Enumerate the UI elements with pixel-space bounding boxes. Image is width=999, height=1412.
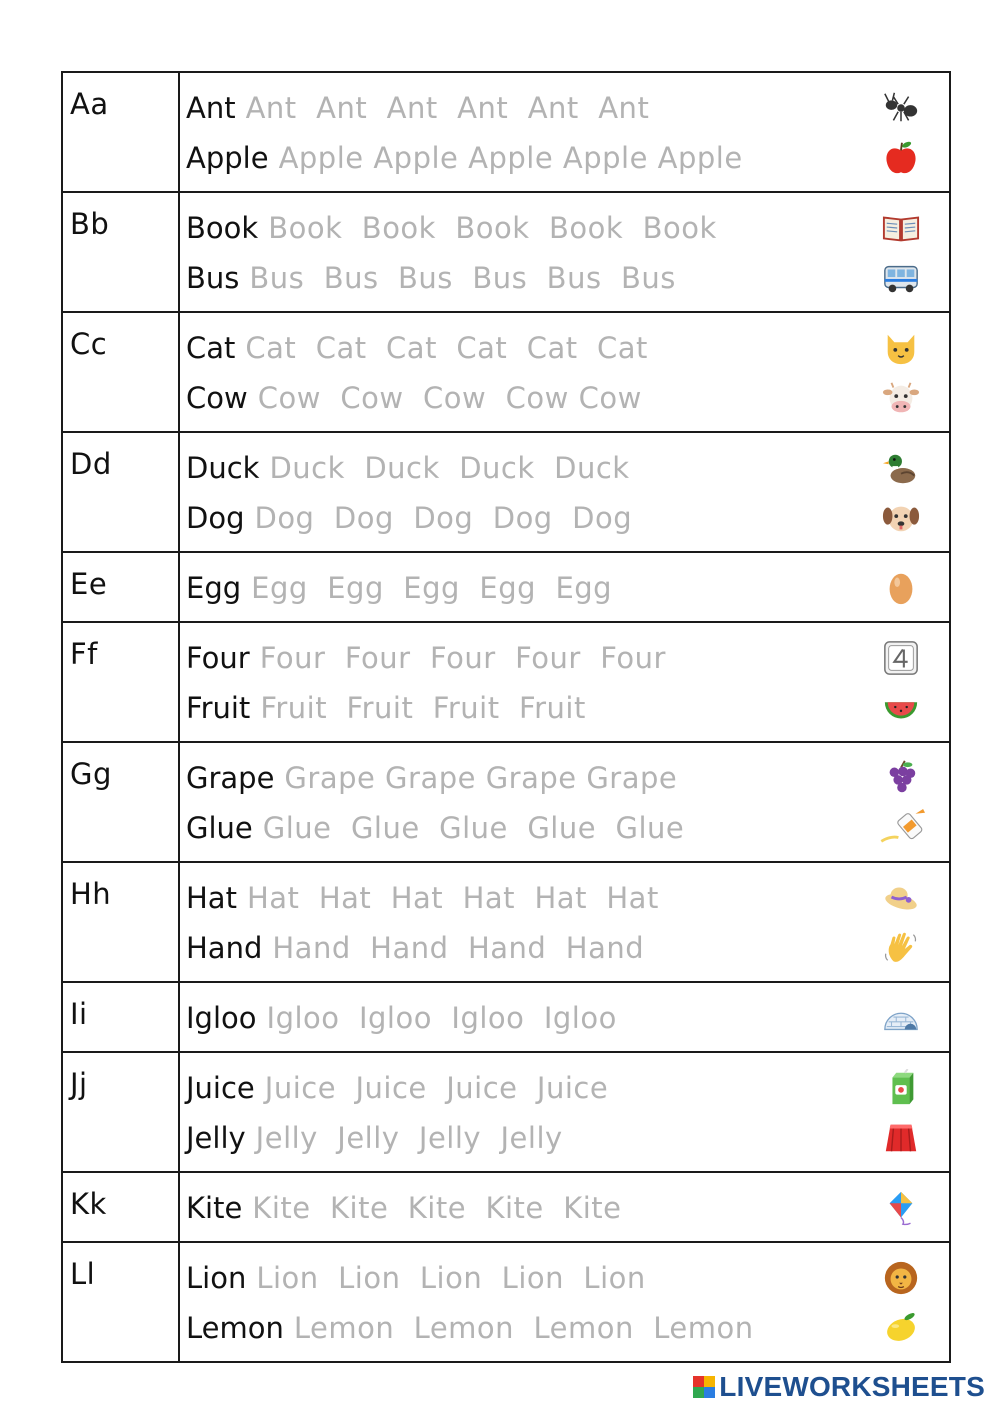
alphabet-tracing-table — [61, 71, 951, 1363]
words-cell — [179, 312, 950, 432]
table-row — [62, 1242, 950, 1362]
hand-icon — [881, 929, 921, 967]
table-row — [62, 552, 950, 622]
tracing-words: Dog Dog Dog Dog Dog — [254, 501, 633, 535]
tracing-words: Book Book Book Book Book — [268, 211, 717, 245]
word-line-four — [180, 633, 949, 683]
letter-cell-cc: Cc — [62, 312, 179, 432]
model-word: Glue — [186, 811, 253, 845]
letter-cell-jj: Jj — [62, 1052, 179, 1172]
bus-icon — [881, 259, 921, 297]
igloo-icon — [881, 999, 921, 1037]
letter-cell-bb: Bb — [62, 192, 179, 312]
model-word: Hat — [186, 881, 237, 915]
tracing-words: Bus Bus Bus Bus Bus Bus — [249, 261, 676, 295]
model-word: Cow — [186, 381, 248, 415]
model-word: Four — [186, 641, 250, 675]
book-icon — [881, 209, 921, 247]
table-row — [62, 982, 950, 1052]
tracing-words: Glue Glue Glue Glue Glue — [262, 811, 685, 845]
table-row — [62, 622, 950, 742]
tracing-words: Apple Apple Apple Apple Apple — [278, 141, 743, 175]
letter-cell-ll: Ll — [62, 1242, 179, 1362]
tracing-words: Egg Egg Egg Egg Egg — [251, 571, 613, 605]
table-row — [62, 1052, 950, 1172]
table-row — [62, 432, 950, 552]
words-cell — [179, 1172, 950, 1242]
word-line-igloo — [180, 993, 949, 1043]
tracing-words: Juice Juice Juice Juice — [264, 1071, 609, 1105]
words-cell — [179, 192, 950, 312]
model-word: Kite — [186, 1191, 243, 1225]
model-word: Bus — [186, 261, 240, 295]
tracing-words: Grape Grape Grape Grape — [284, 761, 678, 795]
word-line-glue — [180, 803, 949, 853]
tracing-words: Igloo Igloo Igloo Igloo — [266, 1001, 617, 1035]
word-line-book — [180, 203, 949, 253]
model-word: Dog — [186, 501, 245, 535]
tracing-words: Hat Hat Hat Hat Hat Hat — [246, 881, 659, 915]
table-row — [62, 312, 950, 432]
juice-box-icon — [881, 1069, 921, 1107]
letter-cell-ii: Ii — [62, 982, 179, 1052]
kite-icon — [881, 1189, 921, 1227]
table-row — [62, 72, 950, 192]
duck-icon — [881, 449, 921, 487]
words-cell — [179, 432, 950, 552]
letter-cell-gg: Gg — [62, 742, 179, 862]
word-line-juice — [180, 1063, 949, 1113]
tracing-words: Duck Duck Duck Duck — [269, 451, 630, 485]
apple-icon — [881, 139, 921, 177]
grape-icon — [881, 759, 921, 797]
egg-icon — [881, 569, 921, 607]
model-word: Egg — [186, 571, 242, 605]
letter-cell-ff: Ff — [62, 622, 179, 742]
glue-icon — [875, 809, 937, 847]
model-word: Fruit — [186, 691, 251, 725]
word-line-duck — [180, 443, 949, 493]
words-cell — [179, 982, 950, 1052]
table-row — [62, 192, 950, 312]
lion-icon — [881, 1259, 921, 1297]
cow-icon — [881, 379, 921, 417]
word-line-ant — [180, 83, 949, 133]
letter-cell-ee: Ee — [62, 552, 179, 622]
model-word: Jelly — [186, 1121, 246, 1155]
word-line-egg — [180, 563, 949, 613]
word-line-kite — [180, 1183, 949, 1233]
words-cell — [179, 622, 950, 742]
tracing-words: Jelly Jelly Jelly Jelly — [255, 1121, 563, 1155]
model-word: Igloo — [186, 1001, 257, 1035]
table-body — [62, 72, 950, 1362]
word-line-cat — [180, 323, 949, 373]
word-line-lemon — [180, 1303, 949, 1353]
brand-name: LIVEWORKSHEETS — [719, 1371, 985, 1402]
word-line-lion — [180, 1253, 949, 1303]
word-line-dog — [180, 493, 949, 543]
table-row — [62, 1172, 950, 1242]
word-line-hat — [180, 873, 949, 923]
model-word: Ant — [186, 91, 236, 125]
words-cell — [179, 1242, 950, 1362]
words-cell — [179, 72, 950, 192]
model-word: Juice — [186, 1071, 255, 1105]
tracing-words: Four Four Four Four Four — [259, 641, 666, 675]
letter-cell-dd: Dd — [62, 432, 179, 552]
dog-icon — [881, 499, 921, 537]
letter-cell-hh: Hh — [62, 862, 179, 982]
tracing-words: Hand Hand Hand Hand — [272, 931, 645, 965]
tracing-words: Ant Ant Ant Ant Ant Ant — [245, 91, 650, 125]
words-cell — [179, 1052, 950, 1172]
model-word: Lemon — [186, 1311, 284, 1345]
word-line-bus — [180, 253, 949, 303]
liveworksheets-mark-icon — [693, 1376, 715, 1398]
tracing-words: Lemon Lemon Lemon Lemon — [293, 1311, 754, 1345]
table-row — [62, 742, 950, 862]
word-line-apple — [180, 133, 949, 183]
words-cell — [179, 742, 950, 862]
model-word: Grape — [186, 761, 275, 795]
tracing-words: Fruit Fruit Fruit Fruit — [260, 691, 586, 725]
model-word: Apple — [186, 141, 269, 175]
model-word: Hand — [186, 931, 263, 965]
lemon-icon — [881, 1309, 921, 1347]
cat-icon — [881, 329, 921, 367]
jelly-icon — [881, 1119, 921, 1157]
word-line-grape — [180, 753, 949, 803]
tracing-words: Kite Kite Kite Kite Kite — [252, 1191, 622, 1225]
model-word: Lion — [186, 1261, 247, 1295]
tracing-words: Cow Cow Cow Cow Cow — [257, 381, 642, 415]
word-line-jelly — [180, 1113, 949, 1163]
hat-icon — [881, 879, 921, 917]
model-word: Duck — [186, 451, 260, 485]
words-cell — [179, 552, 950, 622]
model-word: Cat — [186, 331, 236, 365]
words-cell — [179, 862, 950, 982]
watermelon-icon — [881, 689, 921, 727]
word-line-cow — [180, 373, 949, 423]
letter-cell-kk: Kk — [62, 1172, 179, 1242]
word-line-hand — [180, 923, 949, 973]
letter-cell-aa: Aa — [62, 72, 179, 192]
tracing-words: Cat Cat Cat Cat Cat Cat — [245, 331, 648, 365]
table-row — [62, 862, 950, 982]
tracing-words: Lion Lion Lion Lion Lion — [256, 1261, 646, 1295]
word-line-fruit — [180, 683, 949, 733]
four-icon — [881, 639, 921, 677]
liveworksheets-logo — [693, 1370, 985, 1404]
ant-icon — [881, 89, 921, 127]
model-word: Book — [186, 211, 259, 245]
